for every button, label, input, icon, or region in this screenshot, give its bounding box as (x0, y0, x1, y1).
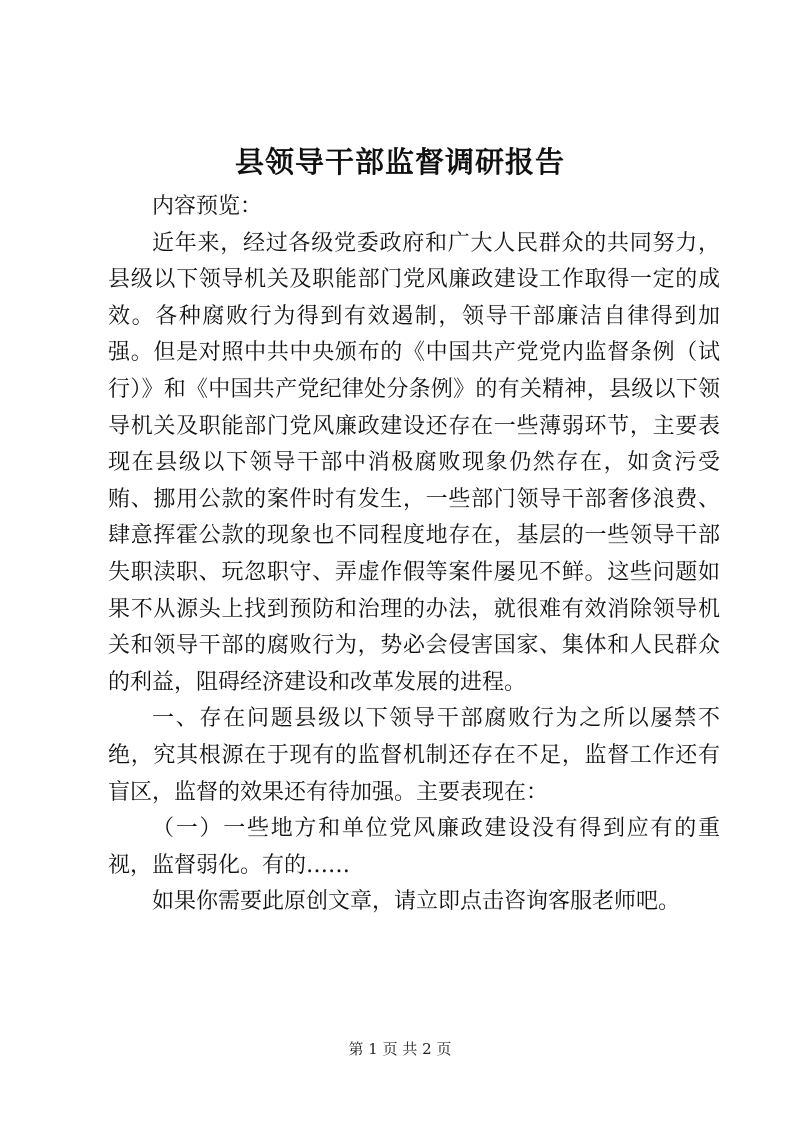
paragraph-intro: 近年来，经过各级党委政府和广大人民群众的共同努力，县级以下领导机关及职能部门党风廉政建设工作取得一定的成效。各种腐败行为得到有效遏制，领导干部廉洁自律得到加强。但是对照中共中央颁布的《中国共产党党内监督条例（试行）》和《中国共产党纪律处分条例》的有关精神，县级以下领导机关及职能部门党风廉政建设还存在一些薄弱环节，主要表现在县级以下领导干部中消极腐败现象仍然存在，如贪污受贿、挪用公款的案件时有发生，一些部门领导干部奢侈浪费、肆意挥霍公款的现象也不同程度地存在，基层的一些领导干部失职渎职、玩忽职守、弄虚作假等案件屡见不鲜。这些问题如果不从源头上找到预防和治理的办法，就很难有效消除领导机关和领导干部的腐败行为，势必会侵害国家、集体和人民群众的利益，阻碍经济建设和改革发展的进程。 (108, 230, 720, 695)
page-number-footer: 第 1 页 共 2 页 (348, 1040, 452, 1058)
paragraph-contact-prompt: 如果你需要此原创文章，请立即点击咨询客服老师吧。 (152, 889, 681, 915)
paragraph-problems: 一、存在问题县级以下领导干部腐败行为之所以屡禁不绝，究其根源在于现有的监督机制还存在不足，监督工作还有盲区，监督的效果还有待加强。主要表现在： (108, 706, 720, 805)
paragraph-subsection-one: （一）一些地方和单位党风廉政建设没有得到应有的重视，监督弱化。有的…… (108, 816, 720, 878)
document-body (108, 189, 720, 921)
document-title: 县领导干部监督调研报告 (234, 145, 565, 179)
preview-label: 内容预览： (152, 194, 263, 219)
